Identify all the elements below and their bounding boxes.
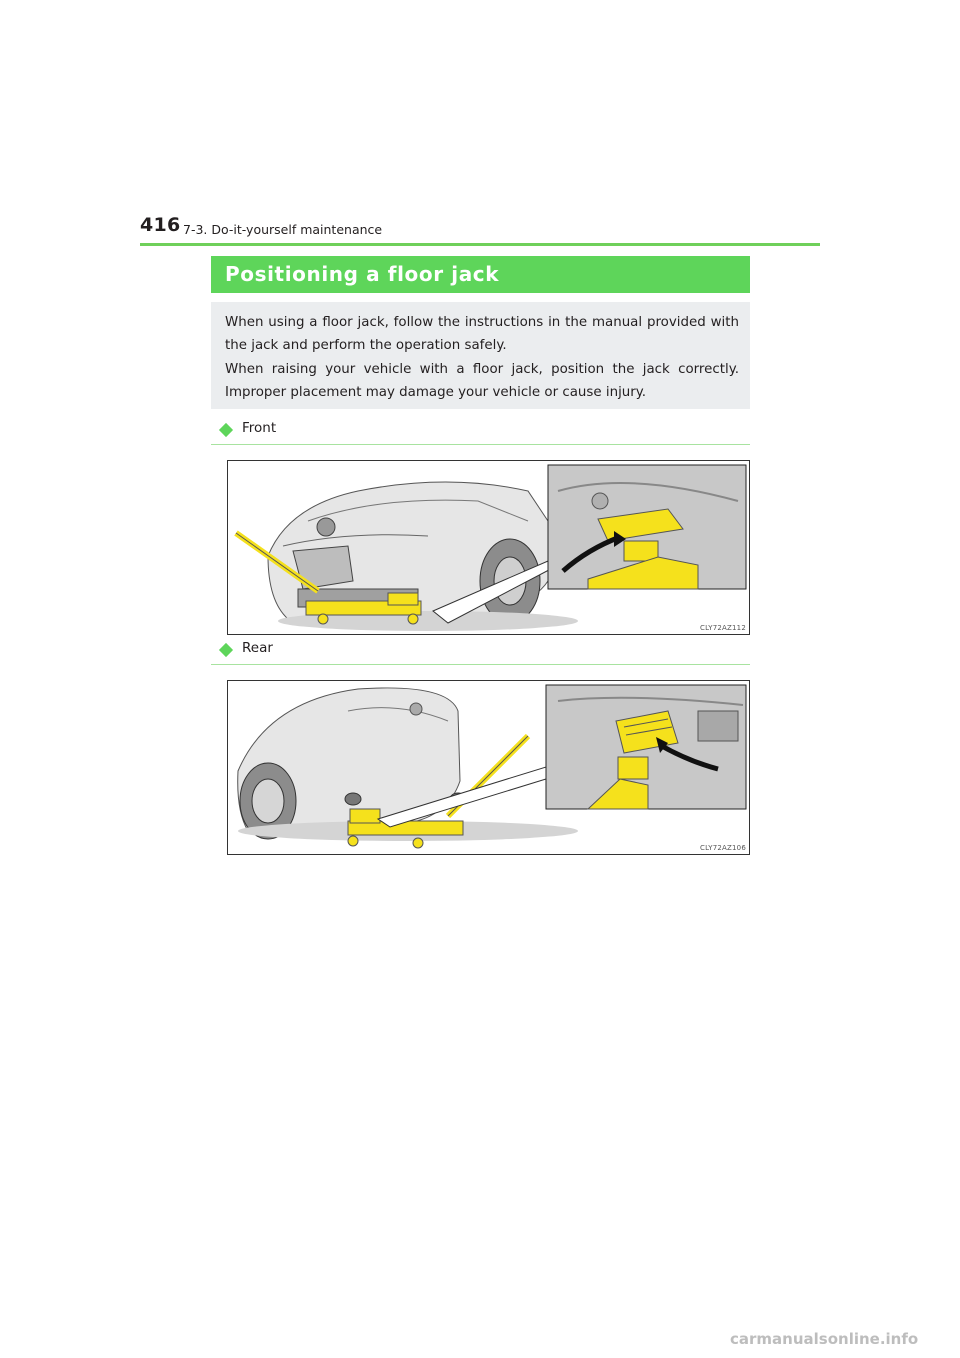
diamond-bullet-icon: [219, 643, 233, 657]
intro-paragraph-2: When raising your vehicle with a floor jack, position the jack correctly. Improper placement may damage your vehicle or cause injury.: [225, 362, 739, 400]
intro-box: [211, 302, 750, 409]
section-heading-bar: [211, 256, 750, 293]
running-head: 7-3. Do-it-yourself maintenance: [183, 222, 383, 237]
section-title: Positioning a floor jack: [225, 262, 500, 286]
rear-subheading: [211, 642, 750, 665]
front-jack-illustration: [227, 460, 750, 635]
intro-paragraph-1: When using a floor jack, follow the instructions in the manual provided with the jack and perform the operation safely.: [225, 315, 739, 353]
header-rule: [140, 243, 820, 246]
diamond-bullet-icon: [219, 423, 233, 437]
front-illustration-drawing: [228, 461, 750, 635]
front-figure-code: CLY72AZ112: [700, 624, 746, 632]
front-subheading: [211, 422, 750, 445]
front-label: Front: [242, 420, 277, 436]
watermark: carmanualsonline.info: [730, 1330, 919, 1348]
page-number: 416: [140, 214, 181, 236]
rear-jack-illustration: [227, 680, 750, 855]
rear-illustration-drawing: [228, 681, 750, 855]
rear-figure-code: CLY72AZ106: [700, 844, 746, 852]
rear-label: Rear: [242, 640, 273, 656]
